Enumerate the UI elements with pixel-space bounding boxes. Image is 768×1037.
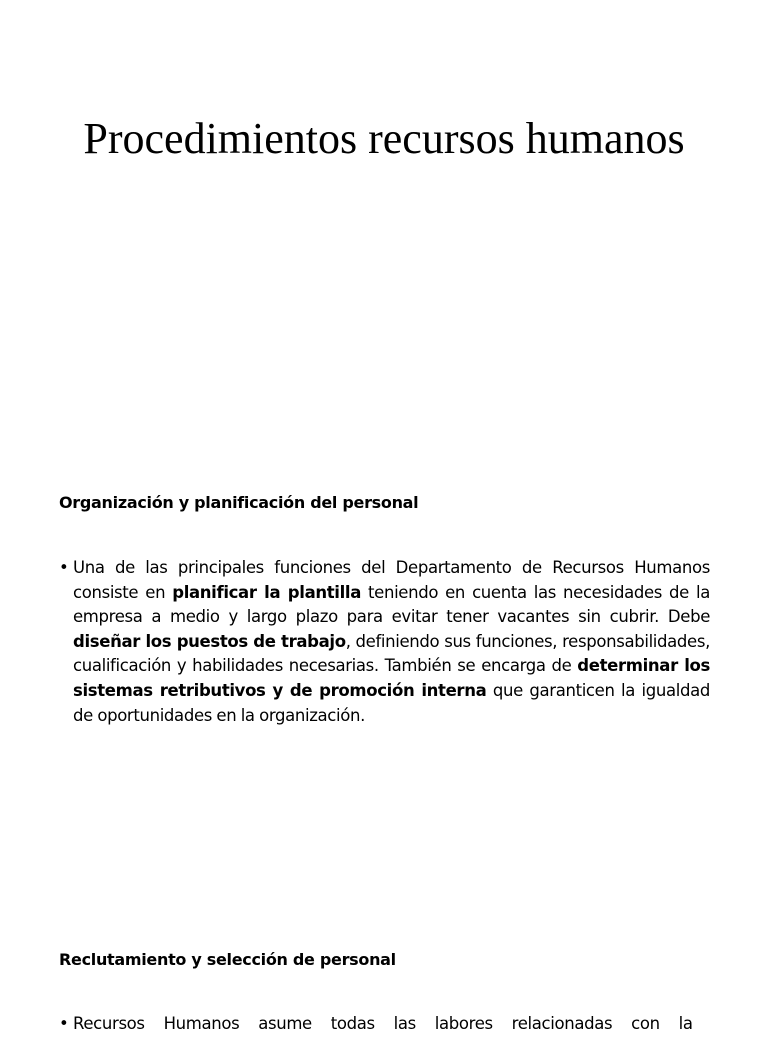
bold-run: planificar la plantilla — [172, 582, 361, 602]
section-heading-organizacion: Organización y planificación del personal — [59, 493, 419, 512]
text-run: , definiendo sus funciones, responsabilidades, cualificación y habilidades necesarias. También se encarga de — [73, 631, 710, 676]
bullet-dot-icon: • — [59, 558, 69, 577]
text-run: Recursos Humanos asume todas las labores relacionadas con la — [73, 1014, 693, 1033]
section-heading-reclutamiento: Reclutamiento y selección de personal — [59, 950, 396, 969]
slide-title: Procedimientos recursos humanos — [83, 114, 685, 163]
bullet-dot-icon: • — [59, 1014, 69, 1033]
bullet-item-reclutamiento — [59, 1012, 710, 1037]
bold-run: determinar los sistemas retributivos y de promoción interna — [73, 656, 710, 700]
text-run: teniendo en cuenta las necesidades de la empresa a medio y largo plazo para evitar tener vacantes sin cubrir. Debe — [73, 582, 711, 627]
bullet-text — [73, 556, 710, 728]
text-run: Una de las principales funciones del Departamento de Recursos Humanos consiste en — [73, 558, 710, 602]
bullet-text — [73, 1012, 710, 1037]
text-run: que garanticen la igualdad de oportunidades en la organización. — [73, 680, 710, 725]
bold-run: diseñar los puestos de trabajo — [73, 631, 346, 651]
bullet-item-organizacion — [59, 556, 710, 728]
